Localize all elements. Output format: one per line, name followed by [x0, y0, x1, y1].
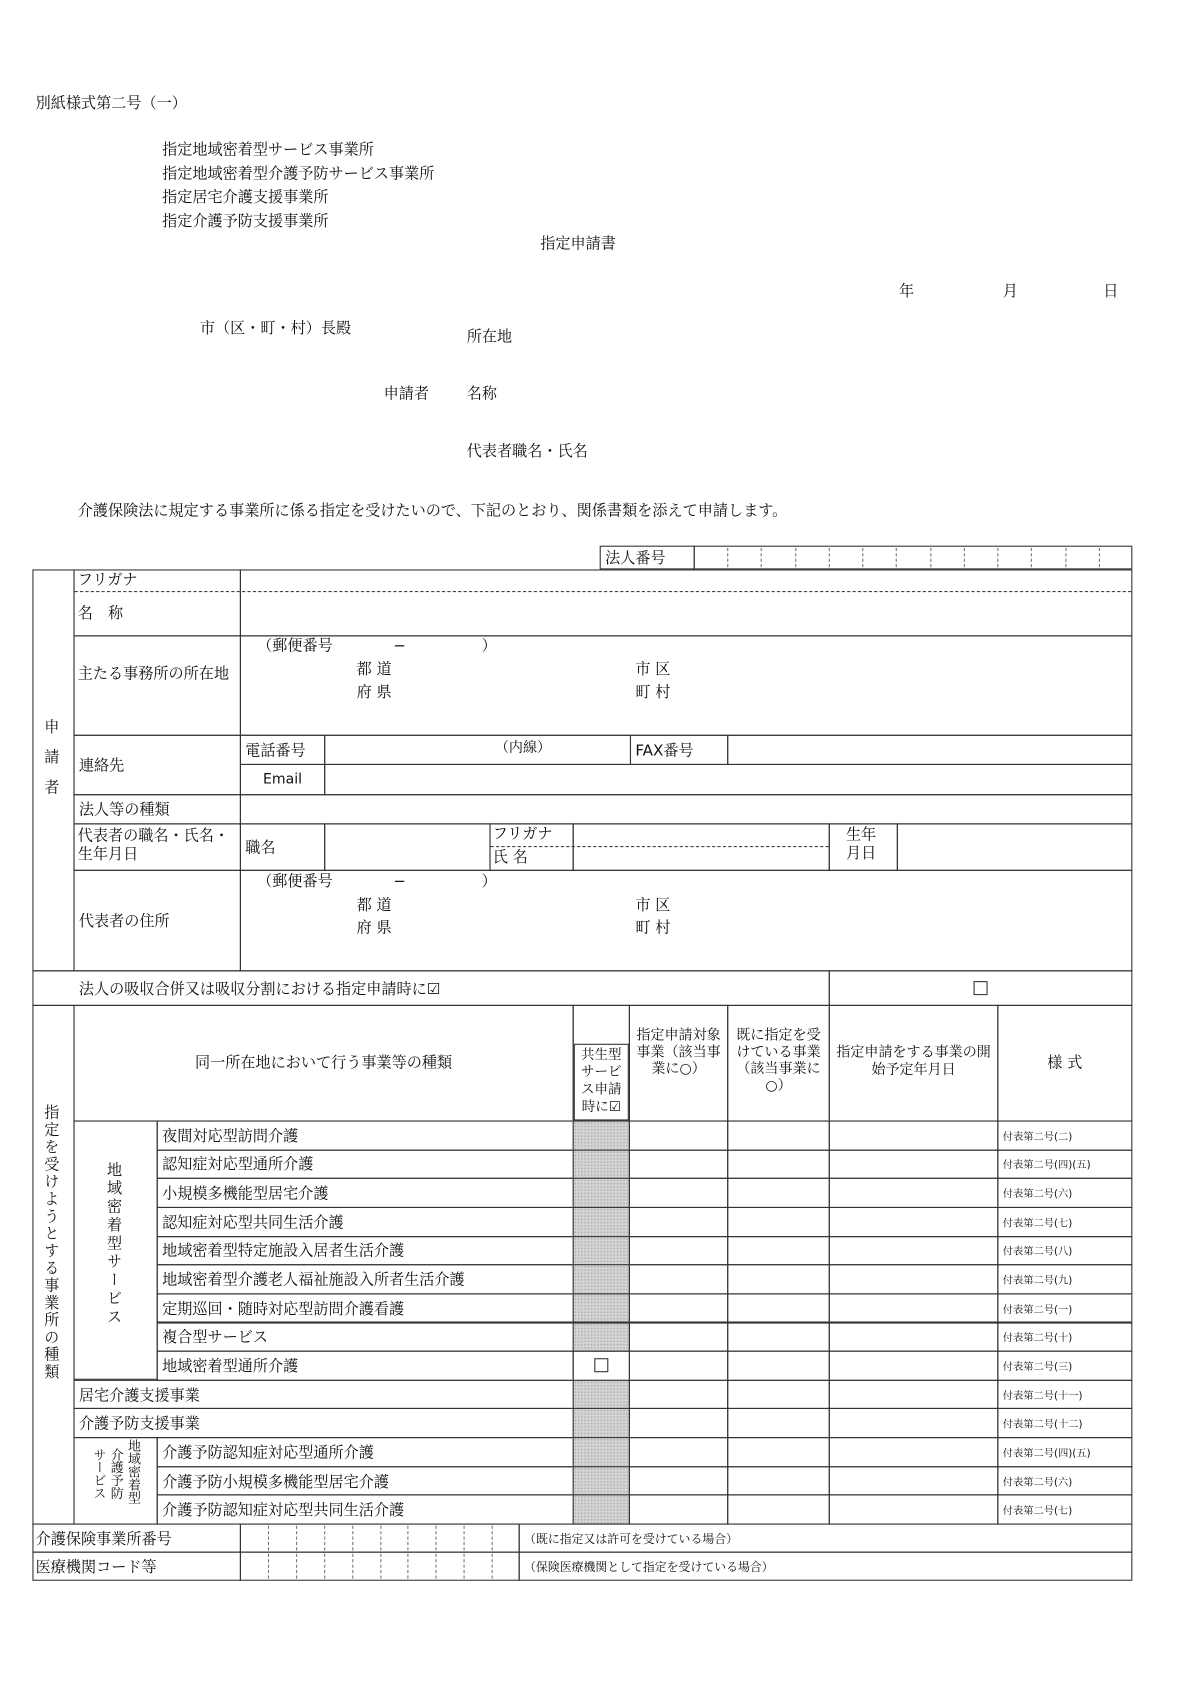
- existing-service-cell[interactable]: [727, 1380, 830, 1410]
- corp-number-digit-divider: [896, 548, 897, 567]
- digit-divider: [324, 1554, 325, 1579]
- target-service-cell[interactable]: [629, 1466, 728, 1496]
- addressee-3: 指定居宅介護支援事業所: [162, 189, 329, 207]
- service-name: 定期巡回・随時対応型訪問介護看護: [157, 1293, 574, 1323]
- form-reference: 付表第二号(九): [997, 1264, 1132, 1294]
- name-label: 名 称: [77, 605, 124, 623]
- digit-divider: [296, 1554, 297, 1579]
- corp-number-digit-divider: [1099, 548, 1100, 567]
- start-date-cell[interactable]: [829, 1495, 999, 1525]
- recipient: 市（区・町・村）長殿: [199, 319, 352, 338]
- kyosei-cell: [573, 1178, 630, 1208]
- service-name: 認知症対応型共同生活介護: [157, 1207, 574, 1237]
- kyosei-cell: [573, 1408, 630, 1438]
- form-reference: 付表第二号(十): [997, 1322, 1132, 1352]
- rep-furigana-divider: [491, 846, 829, 847]
- footer-note: （既に指定又は許可を受けている場合）: [519, 1524, 1133, 1553]
- merger-checkbox-cell: [829, 970, 1133, 1006]
- service-name: 複合型サービス: [157, 1322, 574, 1352]
- corp-number-digit-divider: [829, 548, 830, 567]
- digit-divider: [492, 1526, 493, 1551]
- service-name: 地域密着型特定施設入居者生活介護: [157, 1236, 574, 1266]
- section2-side-label: 指定を受けようとする事業所の種類: [42, 1104, 60, 1381]
- rep-address-label: 代表者の住所: [73, 870, 240, 972]
- existing-service-cell[interactable]: [727, 1293, 830, 1323]
- fax-label: FAX番号: [630, 735, 728, 765]
- kyosei-cell: [573, 1495, 630, 1525]
- service-name: 地域密着型介護老人福祉施設入所者生活介護: [157, 1264, 574, 1294]
- existing-service-cell[interactable]: [727, 1120, 830, 1150]
- start-date-cell[interactable]: [829, 1264, 999, 1294]
- kyosei-cell: [573, 1466, 630, 1496]
- service-name: 介護予防支援事業: [73, 1408, 573, 1438]
- name-input[interactable]: [240, 569, 1132, 636]
- birth-label: 生年月日: [846, 826, 877, 863]
- kyosei-cell: [573, 1322, 630, 1352]
- group-yobo-label-3: サービス: [91, 1447, 107, 1500]
- applicant-side-label: 申請者: [42, 718, 60, 810]
- rep-chouson-label: 町 村: [635, 919, 671, 937]
- furigana-label: フリガナ: [77, 571, 138, 589]
- target-service-cell[interactable]: [629, 1264, 728, 1294]
- form-reference: 付表第二号(二): [997, 1120, 1132, 1150]
- digit-divider: [464, 1554, 465, 1579]
- merger-label: 法人の吸収合併又は吸収分割における指定申請時に☑: [32, 970, 829, 1006]
- addressee-2: 指定地域密着型介護予防サービス事業所: [162, 165, 435, 183]
- start-date-cell[interactable]: [829, 1351, 999, 1381]
- digit-divider: [324, 1526, 325, 1551]
- kyosei-cell: [573, 1236, 630, 1266]
- email-input[interactable]: [324, 764, 1132, 795]
- digit-divider: [268, 1526, 269, 1551]
- target-service-cell[interactable]: [629, 1236, 728, 1266]
- office-address-label-cell: [73, 635, 240, 735]
- form-reference: 付表第二号(四)(五): [997, 1437, 1132, 1467]
- rep-fuken-label: 府 県: [356, 919, 392, 937]
- corp-number-label: 法人番号: [600, 546, 695, 570]
- office-address-label: 主たる事務所の所在地: [77, 665, 230, 683]
- date-day: 日: [1103, 283, 1119, 301]
- start-date-cell[interactable]: [829, 1236, 999, 1266]
- job-title-label: 職名: [240, 823, 325, 871]
- start-date-cell[interactable]: [829, 1178, 999, 1208]
- applicant-name-label: 名称: [466, 385, 498, 404]
- digit-divider: [436, 1554, 437, 1579]
- existing-service-cell[interactable]: [727, 1408, 830, 1438]
- digit-divider: [408, 1526, 409, 1551]
- digit-divider: [352, 1526, 353, 1551]
- corp-number-digit-divider: [727, 548, 728, 567]
- merger-checkbox[interactable]: [974, 981, 988, 995]
- form-reference: 付表第二号(十一): [997, 1380, 1132, 1410]
- existing-service-cell[interactable]: [727, 1236, 830, 1266]
- applicant-label: 申請者: [383, 385, 429, 404]
- rep-shiku-label: 市 区: [635, 896, 671, 915]
- start-date-cell[interactable]: [829, 1466, 999, 1496]
- corp-number-digit-divider: [997, 548, 998, 567]
- digit-divider: [380, 1554, 381, 1579]
- target-service-cell[interactable]: [629, 1495, 728, 1525]
- form-reference: 付表第二号(八): [997, 1236, 1132, 1266]
- digit-divider: [464, 1526, 465, 1551]
- tel-input[interactable]: [324, 735, 631, 765]
- service-name: 認知症対応型通所介護: [157, 1149, 574, 1179]
- target-service-cell[interactable]: [629, 1120, 728, 1150]
- postal-code: （郵便番号 − ）: [257, 637, 497, 655]
- service-name: 介護予防認知症対応型共同生活介護: [157, 1495, 574, 1525]
- chouson-label: 町 村: [635, 683, 671, 702]
- birth-input[interactable]: [897, 823, 1133, 871]
- date-month: 月: [1002, 283, 1018, 301]
- service-name: 居宅介護支援事業: [73, 1380, 573, 1410]
- digit-divider: [380, 1526, 381, 1551]
- extension-label: （内線）: [494, 740, 552, 757]
- start-date-cell[interactable]: [829, 1408, 999, 1438]
- existing-service-cell[interactable]: [727, 1351, 830, 1381]
- digit-divider: [352, 1554, 353, 1579]
- digit-divider: [296, 1526, 297, 1551]
- form-reference: 付表第二号(十二): [997, 1408, 1132, 1438]
- addressee-4: 指定介護予防支援事業所: [162, 212, 329, 231]
- existing-service-cell[interactable]: [727, 1264, 830, 1294]
- rep-todo-label: 都 道: [356, 896, 392, 915]
- form-reference: 付表第二号(四)(五): [997, 1149, 1132, 1179]
- kyosei-cell: [573, 1149, 630, 1179]
- existing-service-cell[interactable]: [727, 1207, 830, 1237]
- service-name: 介護予防小規模多機能型居宅介護: [157, 1466, 574, 1496]
- target-service-cell[interactable]: [629, 1437, 728, 1467]
- service-name: 夜間対応型訪問介護: [157, 1120, 574, 1150]
- corp-number-digit-divider: [930, 548, 931, 567]
- group-yobo-label-2: 介護予防: [109, 1447, 125, 1500]
- header-form: 様 式: [997, 1005, 1132, 1122]
- existing-service-cell[interactable]: [727, 1466, 830, 1496]
- form-reference: 付表第二号(六): [997, 1466, 1132, 1496]
- applicant-representative-label: 代表者職名・氏名: [466, 443, 588, 461]
- kyosei-checkbox[interactable]: [594, 1359, 608, 1373]
- target-service-cell[interactable]: [629, 1207, 728, 1237]
- target-service-cell[interactable]: [629, 1408, 728, 1438]
- start-date-cell[interactable]: [829, 1437, 999, 1467]
- rep-name-label: 氏 名: [492, 849, 528, 867]
- digit-divider: [492, 1554, 493, 1579]
- form-number: 別紙様式第二号（一）: [35, 95, 187, 113]
- target-service-cell[interactable]: [629, 1322, 728, 1352]
- applicant-address-label: 所在地: [466, 328, 513, 346]
- date-year: 年: [898, 283, 915, 301]
- corp-number-digit-divider: [1065, 548, 1066, 567]
- service-name: 地域密着型通所介護: [157, 1351, 574, 1381]
- form-reference: 付表第二号(七): [997, 1495, 1132, 1525]
- header-existing: 既に指定を受けている事業（該当事業に○）: [727, 1005, 830, 1122]
- header-kyosei: 共生型サービス申請時に☑: [574, 1044, 629, 1121]
- fax-input[interactable]: [727, 735, 1132, 765]
- footer-note: （保険医療機関として指定を受けている場合）: [519, 1552, 1133, 1581]
- target-service-cell[interactable]: [629, 1380, 728, 1410]
- rep-furigana-label: フリガナ: [492, 825, 553, 843]
- corp-number-digit-divider: [761, 548, 762, 567]
- kyosei-cell: [573, 1120, 630, 1150]
- kyosei-cell: [573, 1351, 630, 1381]
- insurance-office-number-label: 介護保険事業所番号: [32, 1524, 241, 1553]
- header-start-date: 指定申請をする事業の開始予定年月日: [829, 1005, 999, 1122]
- target-service-cell[interactable]: [629, 1178, 728, 1208]
- digit-divider: [408, 1554, 409, 1579]
- digit-divider: [436, 1526, 437, 1551]
- service-name: 介護予防認知症対応型通所介護: [157, 1437, 574, 1467]
- form-reference: 付表第二号(三): [997, 1351, 1132, 1381]
- rep-postal-code: （郵便番号 − ）: [257, 873, 497, 891]
- form-reference: 付表第二号(六): [997, 1178, 1132, 1208]
- email-label: Email: [240, 764, 325, 795]
- medical-code-label: 医療機関コード等: [32, 1552, 241, 1581]
- declaration: 介護保険法に規定する事業所に係る指定を受けたいので、下記のとおり、関係書類を添えて申請します。: [77, 502, 788, 520]
- corp-number-digit-divider: [795, 548, 796, 567]
- kyosei-cell: [573, 1437, 630, 1467]
- start-date-cell[interactable]: [829, 1120, 999, 1150]
- start-date-cell[interactable]: [829, 1149, 999, 1179]
- header-target: 指定申請対象事業（該当事業に○）: [629, 1005, 728, 1122]
- corp-type-input[interactable]: [240, 794, 1132, 824]
- group-yobo-label-1: 地域密着型: [126, 1439, 142, 1505]
- form-reference: 付表第二号(七): [997, 1207, 1132, 1237]
- target-service-cell[interactable]: [629, 1351, 728, 1381]
- service-name: 小規模多機能型居宅介護: [157, 1178, 574, 1208]
- existing-service-cell[interactable]: [727, 1322, 830, 1352]
- existing-service-cell[interactable]: [727, 1149, 830, 1179]
- start-date-cell[interactable]: [829, 1293, 999, 1323]
- kyosei-cell: [573, 1380, 630, 1410]
- contact-label: 連絡先: [73, 735, 240, 796]
- addressee-1: 指定地域密着型サービス事業所: [162, 141, 374, 159]
- corp-number-digit-divider: [862, 548, 863, 567]
- todo-label: 都 道: [356, 661, 392, 679]
- furigana-divider: [75, 591, 1132, 592]
- existing-service-cell[interactable]: [727, 1437, 830, 1467]
- document-title: 指定申請書: [540, 235, 616, 253]
- job-title-input[interactable]: [324, 823, 490, 871]
- corp-type-label: 法人等の種類: [73, 794, 240, 824]
- kyosei-cell: [573, 1264, 630, 1294]
- kyosei-cell: [573, 1293, 630, 1323]
- fuken-label: 府 県: [356, 683, 392, 702]
- start-date-cell[interactable]: [829, 1322, 999, 1352]
- corp-number-input[interactable]: [694, 546, 1133, 570]
- shiku-label: 市 区: [635, 661, 671, 679]
- digit-divider: [268, 1554, 269, 1579]
- form-reference: 付表第二号(一): [997, 1293, 1132, 1323]
- corp-number-digit-divider: [964, 548, 965, 567]
- corp-number-digit-divider: [1031, 548, 1032, 567]
- rep-info-label: 代表者の職名・氏名・生年月日: [77, 827, 230, 864]
- tel-label: 電話番号: [240, 735, 325, 765]
- start-date-cell[interactable]: [829, 1207, 999, 1237]
- existing-service-cell[interactable]: [727, 1178, 830, 1208]
- target-service-cell[interactable]: [629, 1149, 728, 1179]
- existing-service-cell[interactable]: [727, 1495, 830, 1525]
- target-service-cell[interactable]: [629, 1293, 728, 1323]
- group-chiiki-label: 地域密着型サービス: [104, 1161, 123, 1327]
- kyosei-cell: [573, 1207, 630, 1237]
- header-type: 同一所在地において行う事業等の種類: [73, 1005, 573, 1122]
- start-date-cell[interactable]: [829, 1380, 999, 1410]
